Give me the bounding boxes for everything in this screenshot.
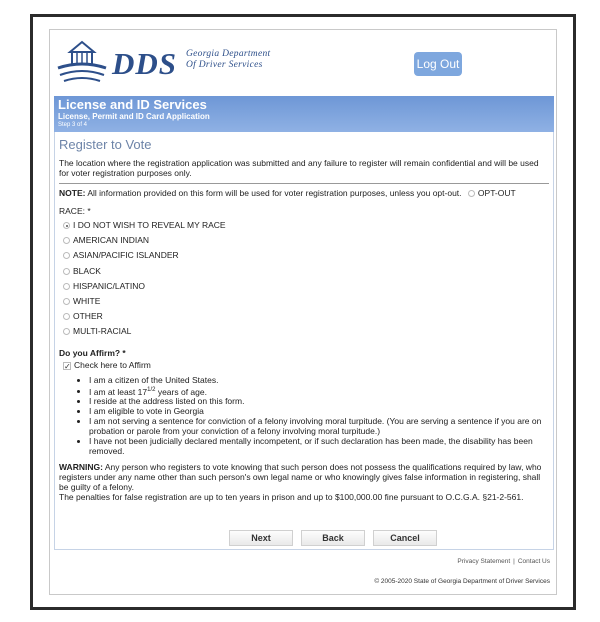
race-radio[interactable] <box>63 328 70 335</box>
affirm-reside: I reside at the address listed on this form. <box>89 396 245 407</box>
affirm-eligible: I am eligible to vote in Georgia <box>89 406 204 417</box>
logo-subtitle-line2: Of Driver Services <box>186 60 263 70</box>
affirm-incompetent: I have not been judicially declared mentally incompetent, or if such declaration has been made, the disability has been removed. <box>89 436 533 457</box>
banner-step: Step 3 of 4 <box>58 122 88 128</box>
page-title: Register to Vote <box>59 137 152 152</box>
race-option-label: AMERICAN INDIAN <box>73 235 150 246</box>
checkmark-icon[interactable]: ✓ <box>64 361 71 371</box>
optout-note <box>59 188 549 198</box>
list-item <box>89 375 549 385</box>
affirm-age-fraction: 1/2 <box>147 386 156 393</box>
warning-text <box>59 462 549 492</box>
warning-body: Any person who registers to vote knowing that such person does not possess the qualifications required by law, who registers under any name other than such person's own legal name or who knowingly gives false information in registering, shall be guilty of a felony. <box>59 462 542 493</box>
optout-radio[interactable] <box>468 190 475 197</box>
affirmation-list <box>59 375 549 457</box>
affirm-checkbox-row[interactable] <box>59 360 549 370</box>
optout-option[interactable] <box>468 188 516 198</box>
note-text: All information provided on this form will be used for voter registration purposes, unless you opt-out. <box>85 188 462 198</box>
race-option[interactable] <box>59 311 549 326</box>
logo-wordmark: DDS <box>112 46 178 81</box>
form-buttons <box>55 530 555 550</box>
affirm-label: Do you Affirm? * <box>59 347 126 358</box>
note-label: NOTE: <box>59 188 86 198</box>
contact-link[interactable]: Contact Us <box>517 558 550 565</box>
race-radio[interactable] <box>63 283 70 290</box>
affirm-checkbox-label: Check here to Affirm <box>74 359 151 370</box>
back-button[interactable]: Back <box>301 530 365 546</box>
race-option[interactable] <box>59 250 549 265</box>
race-option[interactable] <box>59 281 549 296</box>
race-option-label: BLACK <box>73 265 101 276</box>
race-option-label: HISPANIC/LATINO <box>73 280 145 291</box>
footer-links <box>457 558 550 565</box>
warning-label: WARNING: <box>59 462 103 473</box>
race-option[interactable] <box>59 220 549 235</box>
list-item <box>89 396 549 406</box>
affirm-age-post: years of age. <box>155 386 207 397</box>
race-option[interactable] <box>59 326 549 341</box>
banner-title: License and ID Services <box>58 97 207 112</box>
race-option-label: OTHER <box>73 311 103 322</box>
capitol-dome-icon <box>56 38 108 88</box>
list-item <box>89 406 549 416</box>
race-radio[interactable] <box>63 237 70 244</box>
logo-subtitle <box>186 49 270 71</box>
list-item <box>89 416 549 436</box>
list-item <box>89 385 549 397</box>
copyright-text: © 2005-2020 State of Georgia Department of Driver Services <box>374 578 550 585</box>
logo-subtitle-line1: Georgia Department <box>186 49 271 59</box>
cancel-button[interactable]: Cancel <box>373 530 437 546</box>
race-option[interactable] <box>59 296 549 311</box>
race-option[interactable] <box>59 266 549 281</box>
optout-label: OPT-OUT <box>477 188 516 198</box>
dds-logo[interactable] <box>56 36 296 88</box>
affirm-felony: I am not serving a sentence for conviction of a felony involving moral turpitude. (You are serving a sentence if you are on probation or parole from your conviction of a felony involving moral turpitude.) <box>89 416 542 437</box>
form-content <box>54 132 554 550</box>
divider <box>59 183 549 184</box>
affirm-age-pre: I am at least 17 <box>89 386 148 397</box>
service-banner <box>54 96 554 132</box>
race-option-label: I DO NOT WISH TO REVEAL MY RACE <box>73 220 226 230</box>
privacy-link[interactable]: Privacy Statement <box>457 558 511 565</box>
screenshot-frame <box>30 14 576 610</box>
footer-separator: | <box>513 558 515 565</box>
race-option[interactable] <box>59 235 549 250</box>
page-container <box>49 29 557 595</box>
race-options <box>59 220 549 342</box>
race-label: RACE: * <box>59 206 91 216</box>
list-item <box>89 436 549 456</box>
race-radio[interactable] <box>63 313 70 320</box>
logout-button[interactable]: Log Out <box>414 52 462 76</box>
race-option-label: WHITE <box>73 295 101 306</box>
banner-subtitle: License, Permit and ID Card Application <box>58 112 210 121</box>
race-radio[interactable] <box>63 298 70 305</box>
affirm-citizen: I am a citizen of the United States. <box>89 374 219 385</box>
penalties-text: The penalties for false registration are up to ten years in prison and up to $100,000.00 fine pursuant to O.C.G.A. §21-2-561. <box>59 492 524 503</box>
intro-text: The location where the registration application was submitted and any failure to register will remain confidential and will be used for voter registration purposes only. <box>59 158 539 178</box>
race-option-label: MULTI-RACIAL <box>73 326 132 337</box>
next-button[interactable]: Next <box>229 530 293 546</box>
race-option-label: ASIAN/PACIFIC ISLANDER <box>73 250 179 261</box>
race-radio[interactable] <box>63 252 70 259</box>
race-radio[interactable] <box>63 268 70 275</box>
race-radio-selected[interactable] <box>63 222 70 229</box>
